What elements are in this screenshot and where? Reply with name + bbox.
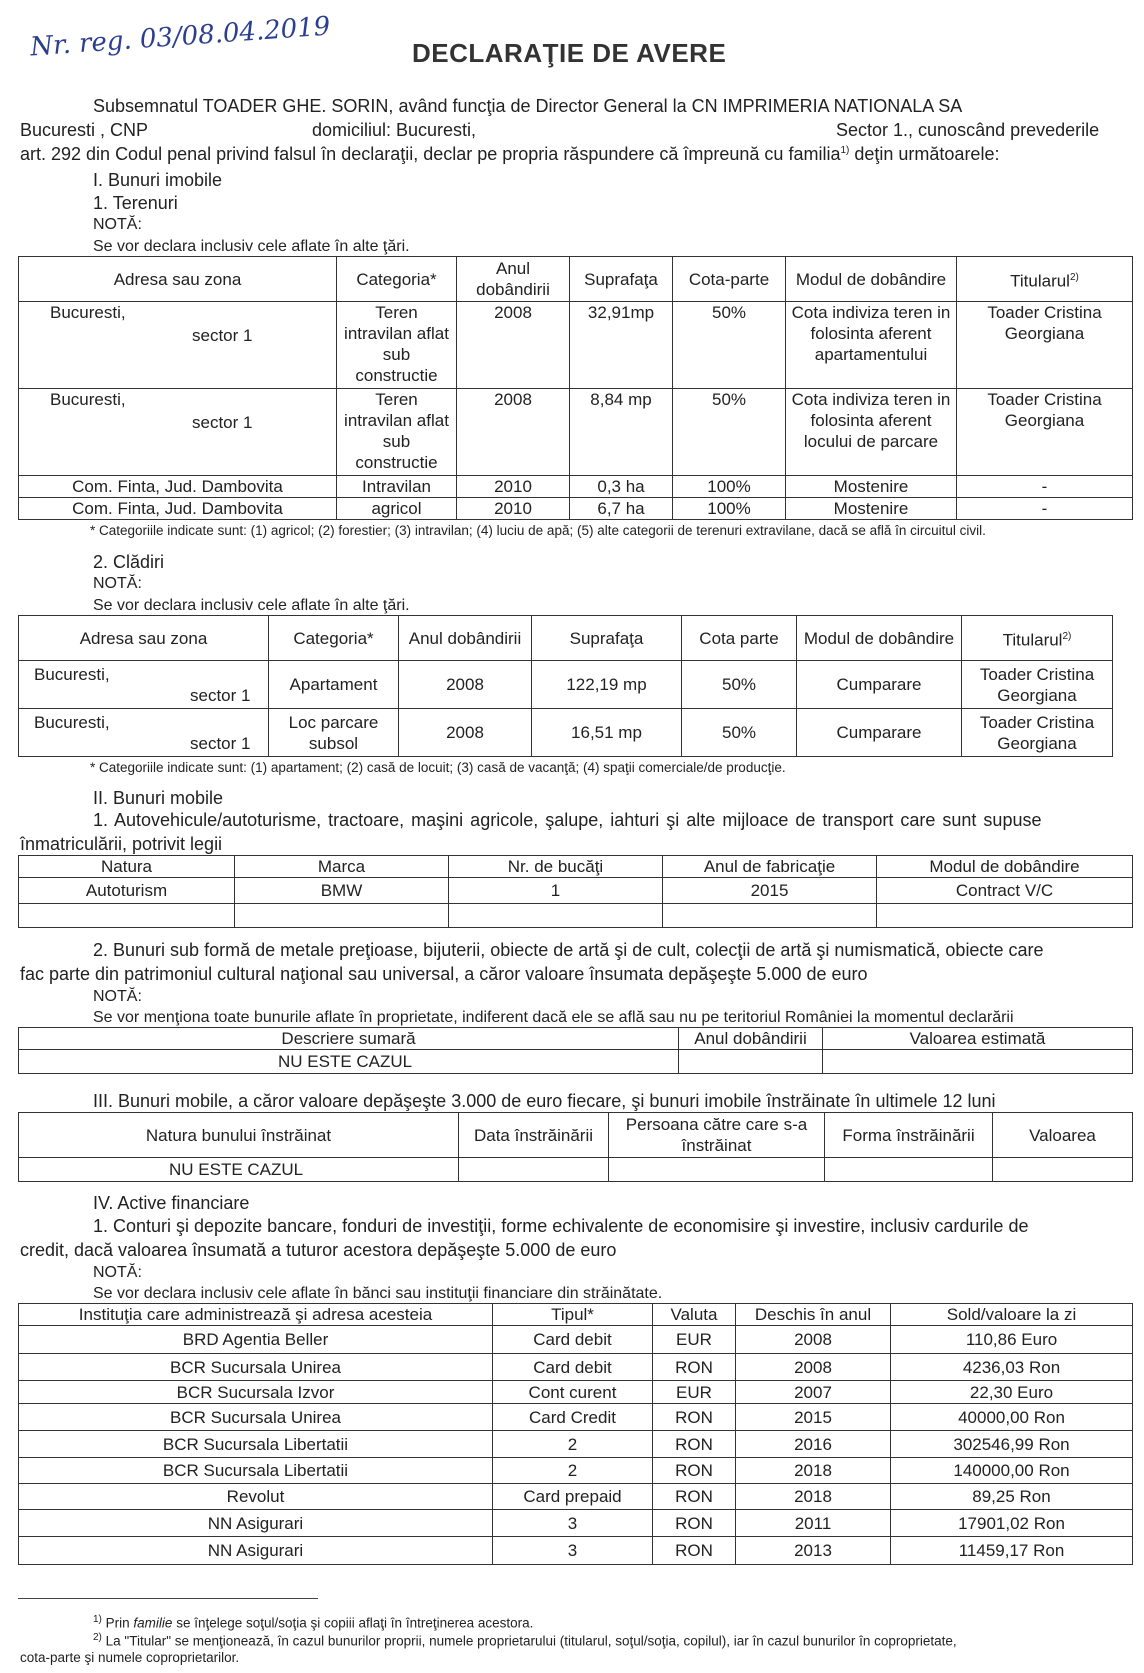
- veh-type: Autoturism: [19, 878, 235, 904]
- bld-col-mode: Modul de dobândire: [797, 616, 962, 661]
- acc-currency: EUR: [653, 1381, 736, 1404]
- land-share: 50%: [673, 389, 786, 476]
- veh-col-type: Natura: [19, 856, 235, 878]
- land-owner: Toader Cristina Georgiana: [957, 389, 1133, 476]
- acc-institution: BCR Sucursala Unirea: [19, 1354, 493, 1381]
- land-area: 32,91mp: [570, 302, 673, 389]
- veh-col-year: Anul de fabricaţie: [663, 856, 877, 878]
- intro-line-3-text: art. 292 din Codul penal privind falsul în declaraţii, declar pe propria răspundere că împreună cu familia: [20, 144, 841, 164]
- land-mode: Mostenire: [786, 498, 957, 520]
- table-row: [19, 302, 1133, 389]
- acc-institution: BCR Sucursala Izvor: [19, 1381, 493, 1404]
- acc-currency: EUR: [653, 1326, 736, 1354]
- alien-col-value: Valoarea: [993, 1113, 1133, 1158]
- land-mode: Mostenire: [786, 476, 957, 498]
- bld-address-line1: Bucuresti,: [34, 664, 110, 684]
- empty-cell: [235, 904, 449, 928]
- bld-address-line2: sector 1: [190, 733, 251, 753]
- land-mode: Cota indiviza teren in folosinta aferent apartamentului: [786, 302, 957, 389]
- acc-institution: NN Asigurari: [19, 1510, 493, 1537]
- empty-cell: [877, 904, 1133, 928]
- section-1-nota-text: Se vor declara inclusiv cele aflate în alte ţări.: [93, 238, 410, 255]
- empty-cell: [993, 1158, 1133, 1182]
- land-address-line1: Bucuresti,: [50, 303, 126, 322]
- acc-type: 3: [493, 1510, 653, 1537]
- bld-col-category: Categoria*: [269, 616, 399, 661]
- bld-year: 2008: [399, 709, 532, 757]
- land-year: 2010: [457, 476, 570, 498]
- table-row: [19, 1354, 1133, 1381]
- acc-balance: 22,30 Euro: [891, 1381, 1133, 1404]
- land-area: 6,7 ha: [570, 498, 673, 520]
- acc-year: 2008: [736, 1326, 891, 1354]
- land-col-address: Adresa sau zona: [19, 257, 337, 302]
- land-mode: Cota indiviza teren in folosinta aferent locului de parcare: [786, 389, 957, 476]
- veh-count: 1: [449, 878, 663, 904]
- footnote-ref-1: 1): [840, 145, 850, 156]
- acc-col-type: Tipul*: [493, 1304, 653, 1326]
- veh-brand: BMW: [235, 878, 449, 904]
- table-row: [19, 1326, 1133, 1354]
- table-row: [19, 1484, 1133, 1510]
- acc-currency: RON: [653, 1404, 736, 1431]
- page-title: DECLARAŢIE DE AVERE: [412, 38, 727, 68]
- land-footnote: * Categoriile indicate sunt: (1) agricol; (2) forestier; (3) intravilan; (4) luciu de apă; (5) alte categorii de terenuri extravilane, dacă se află în circuitul civil.: [90, 523, 986, 538]
- land-address-line2: sector 1: [192, 326, 253, 345]
- accounts-table: [18, 1303, 1133, 1565]
- empty-cell: [679, 1050, 823, 1074]
- alienated-table: [18, 1112, 1133, 1182]
- footnote-2-line1: La "Titular" se menţionează, în cazul bunurilor proprii, numele proprietarului (titularul, soţul/soţia, copilul), iar în cazul bunurilor în coproprietate,: [101, 1633, 957, 1649]
- vehicles-table: [18, 855, 1133, 928]
- accounts-paragraph-1: 1. Conturi şi depozite bancare, fonduri de investiţii, forme echivalente de economisire şi investire, inclusiv cardurile de: [93, 1216, 1029, 1236]
- land-col-share: Cota-parte: [673, 257, 786, 302]
- acc-type: 3: [493, 1537, 653, 1565]
- table-row: [19, 1158, 1133, 1182]
- veh-col-mode: Modul de dobândire: [877, 856, 1133, 878]
- empty-cell: [609, 1158, 825, 1182]
- footnote-2-mark: 2): [93, 1632, 102, 1643]
- land-share: 100%: [673, 476, 786, 498]
- acc-balance: 11459,17 Ron: [891, 1537, 1133, 1565]
- acc-year: 2007: [736, 1381, 891, 1404]
- land-col-owner: [957, 257, 1133, 302]
- valuables-paragraph-1: 2. Bunuri sub formă de metale preţioase, bijuterii, obiecte de artă şi de cult, colecţii de artă şi numismatică, obiecte care: [93, 940, 1044, 960]
- footnote-1-a: Prin: [101, 1615, 134, 1631]
- section-4-nota-text: Se vor menţiona toate bunurile aflate în proprietate, indiferent dacă ele se află sau nu pe teritoriul României la momentul declarării: [93, 1009, 1014, 1026]
- bld-address-line1: Bucuresti,: [34, 712, 110, 732]
- table-row: [19, 1404, 1133, 1431]
- section-6-nota-text: Se vor declara inclusiv cele aflate în bănci sau instituţii financiare din străinătate.: [93, 1285, 663, 1302]
- bld-address-line2: sector 1: [190, 685, 251, 705]
- acc-col-year: Deschis în anul: [736, 1304, 891, 1326]
- section-1-nota: NOTĂ:: [93, 216, 142, 233]
- alien-col-type: Natura bunului înstrăinat: [19, 1113, 459, 1158]
- table-row: [19, 476, 1133, 498]
- intro-line-2b: domiciliul: Bucuresti,: [312, 120, 477, 140]
- land-col-area: Suprafaţa: [570, 257, 673, 302]
- bld-category: Loc parcare subsol: [269, 709, 399, 757]
- acc-year: 2018: [736, 1484, 891, 1510]
- alien-col-form: Forma înstrăinării: [825, 1113, 993, 1158]
- acc-year: 2013: [736, 1537, 891, 1565]
- veh-col-count: Nr. de bucăţi: [449, 856, 663, 878]
- intro-line-1: Subsemnatul TOADER GHE. SORIN, având funcţia de Director General la CN IMPRIMERIA NATIONALA SA: [93, 96, 963, 116]
- val-desc: NU ESTE CAZUL: [19, 1050, 679, 1074]
- footnote-1-b: familie: [133, 1615, 173, 1631]
- acc-col-currency: Valuta: [653, 1304, 736, 1326]
- acc-balance: 140000,00 Ron: [891, 1458, 1133, 1484]
- empty-cell: [663, 904, 877, 928]
- acc-col-balance: Sold/valoare la zi: [891, 1304, 1133, 1326]
- val-col-year: Anul dobândirii: [679, 1028, 823, 1050]
- acc-balance: 89,25 Ron: [891, 1484, 1133, 1510]
- acc-institution: BCR Sucursala Libertatii: [19, 1431, 493, 1458]
- acc-institution: BCR Sucursala Unirea: [19, 1404, 493, 1431]
- footnote-ref-2: 2): [1062, 630, 1072, 642]
- land-share: 100%: [673, 498, 786, 520]
- acc-institution: BRD Agentia Beller: [19, 1326, 493, 1354]
- acc-currency: RON: [653, 1510, 736, 1537]
- bld-col-address: Adresa sau zona: [19, 616, 269, 661]
- vehicles-paragraph-2: înmatriculării, potrivit legii: [20, 834, 223, 854]
- intro-line-2c: Sector 1., cunoscând prevederile: [836, 120, 1100, 140]
- buildings-table: [18, 615, 1113, 757]
- section-1-heading: I. Bunuri imobile: [93, 170, 223, 190]
- section-1-sub: 1. Terenuri: [93, 193, 178, 213]
- acc-currency: RON: [653, 1537, 736, 1565]
- registration-number-handwritten: Nr. reg. 03/08.04.2019: [29, 11, 332, 63]
- section-4-nota: NOTĂ:: [93, 988, 142, 1005]
- acc-type: Cont curent: [493, 1381, 653, 1404]
- bld-share: 50%: [682, 661, 797, 709]
- land-col-category: Categoria*: [337, 257, 457, 302]
- alien-type: NU ESTE CAZUL: [19, 1158, 459, 1182]
- bld-col-year: Anul dobândirii: [399, 616, 532, 661]
- footnote-separator: [18, 1598, 318, 1599]
- acc-currency: RON: [653, 1431, 736, 1458]
- veh-year: 2015: [663, 878, 877, 904]
- land-owner: Toader Cristina Georgiana: [957, 302, 1133, 389]
- acc-year: 2015: [736, 1404, 891, 1431]
- acc-type: Card debit: [493, 1326, 653, 1354]
- section-6-nota: NOTĂ:: [93, 1264, 142, 1281]
- table-row: [19, 1050, 1133, 1074]
- bld-address: [19, 661, 269, 709]
- acc-institution: BCR Sucursala Libertatii: [19, 1458, 493, 1484]
- acc-balance: 4236,03 Ron: [891, 1354, 1133, 1381]
- land-col-owner-label: Titularul: [1010, 271, 1070, 291]
- bld-year: 2008: [399, 661, 532, 709]
- bld-share: 50%: [682, 709, 797, 757]
- veh-mode: Contract V/C: [877, 878, 1133, 904]
- table-row: [19, 709, 1113, 757]
- acc-balance: 302546,99 Ron: [891, 1431, 1133, 1458]
- table-row: [19, 389, 1133, 476]
- bld-mode: Cumparare: [797, 661, 962, 709]
- accounts-paragraph-2: credit, dacă valoarea însumată a tuturor acestora depăşeşte 5.000 de euro: [20, 1240, 617, 1260]
- acc-type: Card Credit: [493, 1404, 653, 1431]
- vehicles-paragraph-1: 1. Autovehicule/autoturisme, tractoare, maşini agricole, şalupe, iahturi şi alte mijloace de transport care sunt supuse: [93, 810, 1042, 830]
- land-col-year: Anul dobândirii: [457, 257, 570, 302]
- alien-col-person: Persoana către care s-a înstrăinat: [609, 1113, 825, 1158]
- table-row: [19, 1381, 1133, 1404]
- acc-type: Card prepaid: [493, 1484, 653, 1510]
- intro-line-3-end: deţin următoarele:: [849, 144, 1000, 164]
- section-2-nota: NOTĂ:: [93, 575, 142, 592]
- land-category: Teren intravilan aflat sub constructie: [337, 302, 457, 389]
- val-col-value: Valoarea estimată: [823, 1028, 1133, 1050]
- bld-mode: Cumparare: [797, 709, 962, 757]
- section-2-heading: II. Bunuri mobile: [93, 788, 224, 808]
- acc-institution: Revolut: [19, 1484, 493, 1510]
- intro-line-2a: Bucuresti , CNP: [20, 120, 149, 140]
- section-4-heading: IV. Active financiare: [93, 1193, 250, 1213]
- land-owner: -: [957, 498, 1133, 520]
- land-category: agricol: [337, 498, 457, 520]
- empty-cell: [449, 904, 663, 928]
- acc-col-institution: Instituţia care administrează şi adresa acesteia: [19, 1304, 493, 1326]
- land-category: Teren intravilan aflat sub constructie: [337, 389, 457, 476]
- acc-year: 2018: [736, 1458, 891, 1484]
- footnote-1-mark: 1): [93, 1614, 102, 1625]
- land-category: Intravilan: [337, 476, 457, 498]
- table-row: [19, 1510, 1133, 1537]
- bld-address: [19, 709, 269, 757]
- acc-type: 2: [493, 1431, 653, 1458]
- land-address: [19, 389, 337, 476]
- empty-cell: [825, 1158, 993, 1182]
- table-row: [19, 498, 1133, 520]
- land-address: Com. Finta, Jud. Dambovita: [19, 476, 337, 498]
- buildings-footnote: * Categoriile indicate sunt: (1) apartament; (2) casă de locuit; (3) casă de vacanţă; (4) spaţii comerciale/de producţie.: [90, 760, 786, 775]
- land-owner: -: [957, 476, 1133, 498]
- valuables-paragraph-2: fac parte din patrimoniul cultural naţional sau universal, a căror valoare însumata depăşeşte 5.000 de euro: [20, 964, 868, 984]
- acc-balance: 110,86 Euro: [891, 1326, 1133, 1354]
- land-area: 8,84 mp: [570, 389, 673, 476]
- bld-col-owner: [962, 616, 1113, 661]
- section-2-nota-text: Se vor declara inclusiv cele aflate în alte ţări.: [93, 597, 410, 614]
- table-row: [19, 904, 1133, 928]
- table-row: [19, 1431, 1133, 1458]
- val-col-desc: Descriere sumară: [19, 1028, 679, 1050]
- bld-col-owner-label: Titularul: [1002, 630, 1063, 650]
- bld-area: 16,51 mp: [532, 709, 682, 757]
- acc-type: 2: [493, 1458, 653, 1484]
- acc-currency: RON: [653, 1354, 736, 1381]
- acc-institution: NN Asigurari: [19, 1537, 493, 1565]
- footnote-ref-2: 2): [1069, 271, 1079, 283]
- empty-cell: [19, 904, 235, 928]
- acc-balance: 17901,02 Ron: [891, 1510, 1133, 1537]
- table-row: [19, 1458, 1133, 1484]
- bld-col-area: Suprafaţa: [532, 616, 682, 661]
- land-year: 2008: [457, 302, 570, 389]
- empty-cell: [459, 1158, 609, 1182]
- land-address: Com. Finta, Jud. Dambovita: [19, 498, 337, 520]
- veh-col-brand: Marca: [235, 856, 449, 878]
- footnote-1-c: se înţelege soţul/soţia şi copiii aflaţi în întreţinerea acestora.: [172, 1615, 534, 1631]
- intro-line-3: [20, 144, 999, 165]
- footnote-1: [93, 1614, 533, 1631]
- land-address-line2: sector 1: [192, 413, 253, 432]
- acc-year: 2008: [736, 1354, 891, 1381]
- table-row: [19, 1537, 1133, 1565]
- land-area: 0,3 ha: [570, 476, 673, 498]
- acc-year: 2011: [736, 1510, 891, 1537]
- land-year: 2010: [457, 498, 570, 520]
- bld-category: Apartament: [269, 661, 399, 709]
- land-table: [18, 256, 1133, 520]
- bld-owner: Toader Cristina Georgiana: [962, 709, 1113, 757]
- section-2-sub: 2. Clădiri: [93, 552, 165, 572]
- bld-owner: Toader Cristina Georgiana: [962, 661, 1113, 709]
- bld-col-share: Cota parte: [682, 616, 797, 661]
- section-3-heading: III. Bunuri mobile, a căror valoare depăşeşte 3.000 de euro fiecare, şi bunuri imobile înstrăinate în ultimele 12 luni: [93, 1091, 996, 1111]
- acc-currency: RON: [653, 1458, 736, 1484]
- empty-cell: [823, 1050, 1133, 1074]
- bld-area: 122,19 mp: [532, 661, 682, 709]
- footnote-2: [93, 1632, 957, 1649]
- land-year: 2008: [457, 389, 570, 476]
- table-row: [19, 878, 1133, 904]
- acc-balance: 40000,00 Ron: [891, 1404, 1133, 1431]
- land-address-line1: Bucuresti,: [50, 390, 126, 409]
- land-col-mode: Modul de dobândire: [786, 257, 957, 302]
- table-row: [19, 661, 1113, 709]
- acc-type: Card debit: [493, 1354, 653, 1381]
- acc-year: 2016: [736, 1431, 891, 1458]
- alien-col-date: Data înstrăinării: [459, 1113, 609, 1158]
- valuables-table: [18, 1027, 1133, 1074]
- land-share: 50%: [673, 302, 786, 389]
- acc-currency: RON: [653, 1484, 736, 1510]
- footnote-2-line2: cota-parte şi numele coproprietarilor.: [20, 1650, 240, 1665]
- land-address: [19, 302, 337, 389]
